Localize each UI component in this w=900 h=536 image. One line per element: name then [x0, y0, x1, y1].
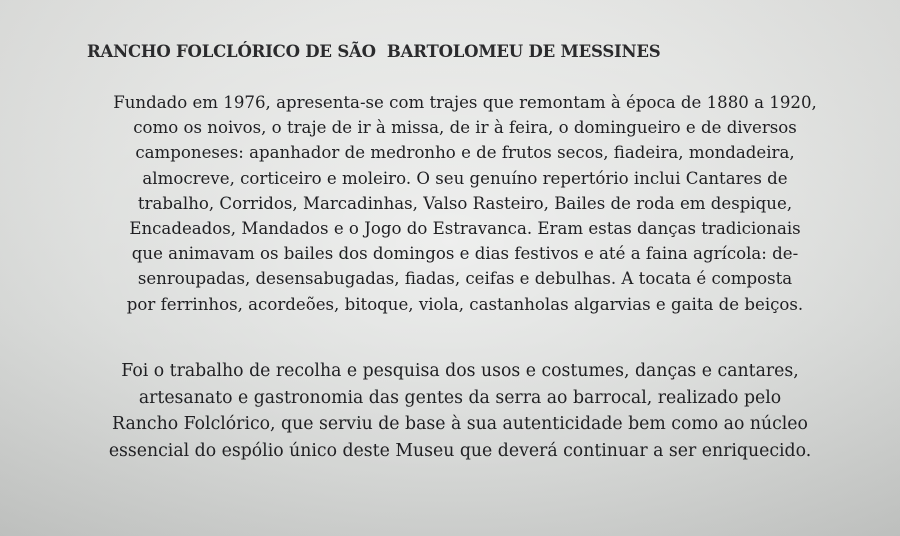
text-line: Encadeados, Mandados e o Jogo do Estravanca. Eram estas danças tradicionais	[129, 218, 801, 238]
text-line: camponeses: apanhador de medronho e de frutos secos, fiadeira, mondadeira,	[135, 143, 795, 163]
text-line: senroupadas, desensabugadas, fiadas, ceifas e debulhas. A tocata é composta	[137, 269, 793, 289]
paragraph-research	[20, 358, 900, 464]
text-line: essencial do espólio único deste Museu que deverá continuar a ser enriquecido.	[108, 440, 812, 461]
text-line: por ferrinhos, acordeões, bitoque, viola, castanholas algarvias e gaita de beiços.	[126, 294, 804, 314]
text-line: Rancho Folclórico, que serviu de base à sua autenticidade bem como ao núcleo	[112, 414, 808, 435]
paragraph-history	[50, 90, 880, 317]
text-line: almocreve, corticeiro e moleiro. O seu genuíno repertório inclui Cantares de	[142, 168, 788, 188]
text-line: Fundado em 1976, apresenta-se com trajes que remontam à época de 1880 a 1920,	[113, 93, 817, 112]
text-line: trabalho, Corridos, Marcadinhas, Valso Rasteiro, Bailes de roda em despique,	[137, 193, 793, 213]
text-line: como os noivos, o traje de ir à missa, de ir à feira, o domingueiro e de diversos	[133, 118, 797, 138]
text-line: artesanato e gastronomia das gentes da serra ao barrocal, realizado pelo	[138, 387, 782, 408]
text-line: Foi o trabalho de recolha e pesquisa dos usos e costumes, danças e cantares,	[121, 361, 799, 381]
text-line: que animavam os bailes dos domingos e dias festivos e até a faina agrícola: de-	[131, 244, 799, 264]
panel-title: RANCHO FOLCLÓRICO DE SÃO BARTOLOMEU DE MESSINES	[87, 42, 661, 61]
